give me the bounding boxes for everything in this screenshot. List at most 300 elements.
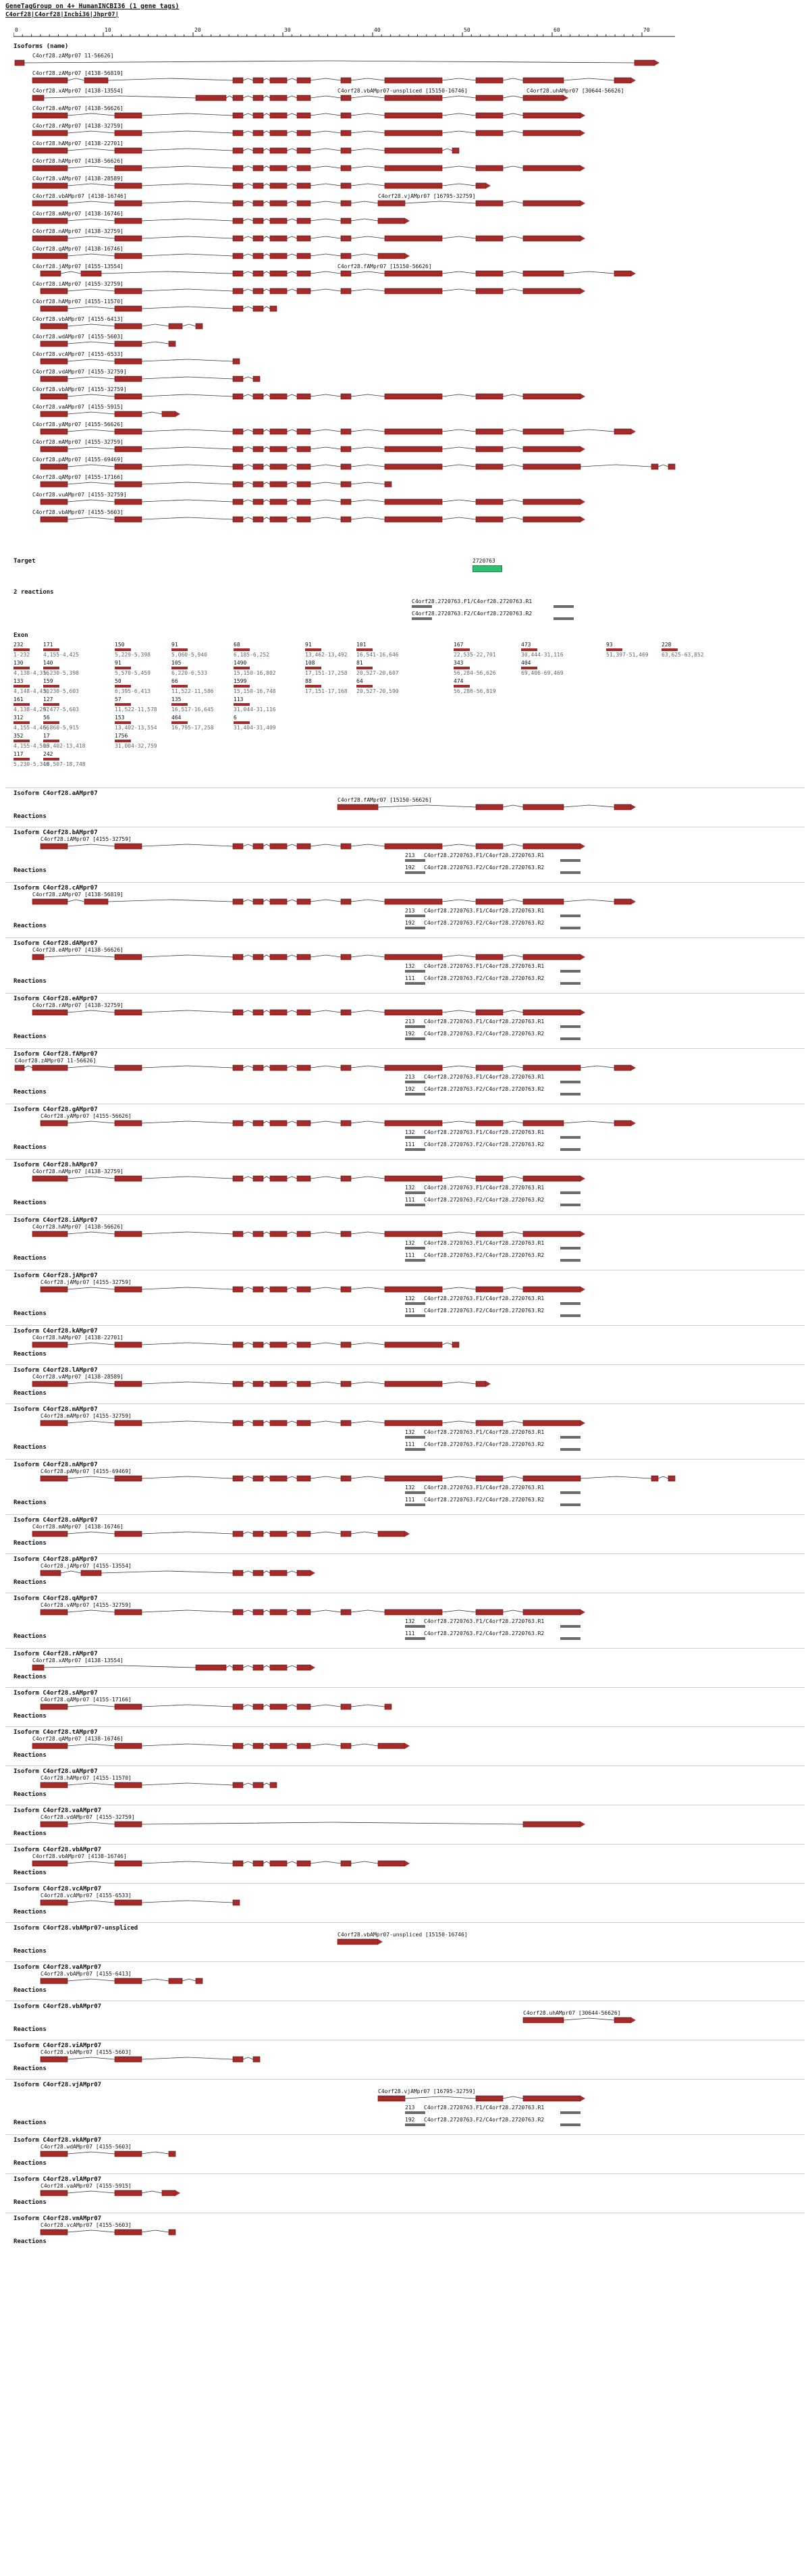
exon-block[interactable] (115, 1782, 142, 1788)
exon-block[interactable] (253, 954, 263, 960)
exon-block[interactable] (297, 253, 310, 259)
isoform-section-title[interactable]: Isoform C4orf28.vcAMpr07 (14, 1886, 102, 1892)
isoform-label[interactable]: C4orf28.zAMpr07 [4138-56819] (32, 70, 124, 76)
reaction-primer[interactable]: C4orf28.2720763.F2/C4orf28.2720763.R2 (424, 1031, 545, 1037)
exon-block[interactable] (253, 1231, 263, 1237)
isoform-label[interactable]: C4orf28.hAMpr07 [4138-56626] (32, 158, 124, 164)
reaction-primer[interactable]: C4orf28.2720763.F1/C4orf28.2720763.R1 (424, 1429, 545, 1435)
exon-block[interactable] (115, 2230, 142, 2235)
exon-block[interactable] (385, 95, 442, 101)
exon-block[interactable] (169, 1978, 182, 1984)
exon-block[interactable] (233, 359, 240, 364)
exon-block[interactable] (253, 306, 263, 311)
isoform-track[interactable] (0, 2016, 810, 2024)
exon-block[interactable] (523, 1476, 580, 1481)
exon-block[interactable] (270, 1476, 287, 1481)
exon-block[interactable] (32, 148, 68, 153)
exon-block[interactable] (270, 201, 287, 206)
exon-block[interactable] (668, 464, 675, 469)
exon-block[interactable] (253, 464, 263, 469)
exon-block[interactable] (385, 1120, 442, 1126)
exon-block[interactable] (253, 1476, 263, 1481)
exon-block[interactable] (270, 130, 287, 136)
exon-block[interactable] (270, 1609, 287, 1615)
reaction-primer[interactable]: C4orf28.2720763.F2/C4orf28.2720763.R2 (424, 1252, 545, 1258)
isoform-label[interactable]: C4orf28.vAMpr07 [4138-28589] (32, 1374, 124, 1380)
exon-block[interactable] (233, 1704, 243, 1709)
exon-block[interactable] (253, 1381, 263, 1387)
isoform-section-title[interactable]: Isoform C4orf28.mAMpr07 (14, 1406, 98, 1413)
exon-block[interactable] (378, 1743, 405, 1749)
exon-block[interactable] (378, 1861, 405, 1866)
isoform-section-title[interactable]: Isoform C4orf28.tAMpr07 (14, 1729, 98, 1736)
exon-block[interactable] (253, 1782, 263, 1788)
isoform-label[interactable]: C4orf28.vcAMpr07 [4155-6533] (32, 351, 124, 357)
isoform-label[interactable]: C4orf28.xAMpr07 [4138-13554] (32, 88, 124, 94)
exon-block[interactable] (115, 236, 142, 241)
isoform-track[interactable] (0, 252, 810, 260)
exon-block[interactable] (297, 1231, 310, 1237)
isoform-track[interactable] (0, 1474, 810, 1483)
reaction-primer[interactable]: C4orf28.2720763.F2/C4orf28.2720763.R2 (424, 1630, 545, 1637)
exon-block[interactable] (523, 499, 580, 505)
isoform-section-title[interactable]: Isoform C4orf28.nAMpr07 (14, 1462, 98, 1468)
isoform-section-title[interactable]: Isoform C4orf28.dAMpr07 (14, 940, 98, 947)
exon-block[interactable] (253, 130, 263, 136)
exon-block[interactable] (476, 271, 503, 276)
exon-block[interactable] (233, 1065, 243, 1071)
exon-block[interactable] (32, 1231, 68, 1237)
exon-block[interactable] (233, 253, 243, 259)
exon-block[interactable] (476, 499, 503, 505)
exon-block[interactable] (196, 1665, 226, 1670)
exon-block[interactable] (233, 183, 243, 188)
isoform-track[interactable] (0, 803, 810, 811)
isoform-label[interactable]: C4orf28.hAMpr07 [4155-11570] (40, 1775, 132, 1781)
exon-block[interactable] (476, 288, 503, 294)
exon-block[interactable] (523, 165, 580, 171)
exon-block[interactable] (378, 1531, 405, 1537)
exon-block[interactable] (476, 844, 503, 849)
exon-block[interactable] (233, 218, 243, 224)
exon-block[interactable] (476, 1381, 486, 1387)
exon-block[interactable] (270, 844, 287, 849)
exon-block[interactable] (233, 1381, 243, 1387)
exon-block[interactable] (169, 2230, 176, 2235)
isoform-track[interactable] (0, 322, 810, 330)
exon-block[interactable] (378, 2096, 405, 2101)
exon-block[interactable] (233, 288, 243, 294)
exon-block[interactable] (297, 1287, 310, 1292)
exon-block[interactable] (297, 394, 310, 399)
exon-block[interactable] (32, 95, 44, 101)
exon-block[interactable] (297, 446, 310, 452)
reaction-primer[interactable]: C4orf28.2720763.F2/C4orf28.2720763.R2 (424, 1141, 545, 1148)
exon-block[interactable] (614, 1065, 631, 1071)
isoform-track[interactable] (0, 1820, 810, 1828)
exon-block[interactable] (40, 376, 68, 382)
exon-block[interactable] (297, 499, 310, 505)
isoform-track[interactable] (0, 1664, 810, 1672)
exon-block[interactable] (253, 148, 263, 153)
exon-block[interactable] (115, 183, 142, 188)
reaction-primer[interactable]: C4orf28.2720763.F1/C4orf28.2720763.R1 (424, 1129, 545, 1135)
exon-block[interactable] (253, 1065, 263, 1071)
isoform-label[interactable]: C4orf28.mAMpr07 [4155-32759] (32, 439, 124, 445)
exon-block[interactable] (270, 288, 287, 294)
exon-block[interactable] (270, 253, 287, 259)
isoform-section-title[interactable]: Isoform C4orf28.vlAMpr07 (14, 2176, 102, 2183)
exon-block[interactable] (115, 324, 142, 329)
exon-block[interactable] (115, 464, 142, 469)
isoform-track[interactable] (0, 1899, 810, 1907)
isoform-track[interactable] (0, 1530, 810, 1538)
exon-block[interactable] (385, 183, 442, 188)
exon-block[interactable] (270, 1010, 287, 1015)
exon-block[interactable] (32, 218, 68, 224)
exon-block[interactable] (115, 517, 142, 522)
exon-block[interactable] (233, 165, 243, 171)
exon-block[interactable] (341, 1476, 351, 1481)
exon-block[interactable] (115, 1287, 142, 1292)
exon-block[interactable] (270, 1743, 287, 1749)
exon-block[interactable] (40, 288, 68, 294)
exon-block[interactable] (115, 253, 142, 259)
exon-block[interactable] (341, 394, 351, 399)
exon-block[interactable] (297, 482, 310, 487)
isoform-track[interactable] (0, 1977, 810, 1985)
exon-block[interactable] (115, 1342, 142, 1347)
exon-block[interactable] (270, 1381, 287, 1387)
exon-block[interactable] (115, 499, 142, 505)
exon-block[interactable] (385, 464, 442, 469)
exon-block[interactable] (40, 324, 68, 329)
exon-block[interactable] (341, 183, 351, 188)
isoform-track[interactable] (0, 2055, 810, 2063)
isoform-label[interactable]: C4orf28.qAMpr07 [4155-17166] (40, 1697, 132, 1703)
exon-block[interactable] (32, 1665, 44, 1670)
isoform-label[interactable]: C4orf28.jAMpr07 [4155-13554] (40, 1563, 132, 1569)
isoform-track[interactable] (0, 2150, 810, 2158)
exon-block[interactable] (115, 1065, 142, 1071)
isoform-label[interactable]: C4orf28.mAMpr07 [4138-16746] (32, 1524, 124, 1530)
exon-block[interactable] (115, 1822, 142, 1827)
exon-block[interactable] (385, 1476, 442, 1481)
exon-block[interactable] (32, 899, 68, 904)
exon-block[interactable] (253, 183, 263, 188)
exon-block[interactable] (476, 446, 503, 452)
exon-block[interactable] (115, 359, 142, 364)
primer-pair-1[interactable]: C4orf28.2720763.F1/C4orf28.2720763.R1 (412, 598, 533, 604)
exon-block[interactable] (115, 1743, 142, 1749)
isoform-track[interactable] (0, 1569, 810, 1577)
exon-block[interactable] (115, 1120, 142, 1126)
exon-block[interactable] (40, 844, 68, 849)
isoform-section-title[interactable]: Isoform C4orf28.viAMpr07 (14, 2042, 102, 2049)
exon-block[interactable] (115, 1231, 142, 1237)
exon-block[interactable] (253, 165, 263, 171)
exon-block[interactable] (270, 1704, 287, 1709)
exon-block[interactable] (523, 2017, 564, 2023)
exon-block[interactable] (614, 271, 631, 276)
exon-block[interactable] (297, 148, 310, 153)
exon-block[interactable] (297, 464, 310, 469)
reaction-primer[interactable]: C4orf28.2720763.F2/C4orf28.2720763.R2 (424, 920, 545, 926)
exon-block[interactable] (32, 165, 68, 171)
isoform-label[interactable]: C4orf28.vaAMpr07 [4155-5915] (32, 404, 124, 410)
isoform-section-title[interactable]: Isoform C4orf28.kAMpr07 (14, 1328, 98, 1335)
exon-block[interactable] (341, 1120, 351, 1126)
exon-block[interactable] (15, 1065, 24, 1071)
isoform-label[interactable]: C4orf28.vbAMpr07 [4138-16746] (32, 1853, 127, 1859)
exon-block[interactable] (476, 394, 503, 399)
exon-block[interactable] (341, 1065, 351, 1071)
isoform-label[interactable]: C4orf28.yAMpr07 [4155-56626] (40, 1113, 132, 1119)
exon-block[interactable] (476, 78, 503, 83)
isoform-track[interactable] (0, 1230, 810, 1238)
isoform-track[interactable] (0, 76, 810, 84)
exon-block[interactable] (378, 218, 405, 224)
exon-block[interactable] (233, 1782, 243, 1788)
isoform-track[interactable] (0, 269, 810, 278)
exon-block[interactable] (233, 271, 243, 276)
isoform-track[interactable] (0, 1703, 810, 1711)
isoform-label[interactable]: C4orf28.wdAMpr07 [4155-5603] (40, 2144, 132, 2150)
exon-block[interactable] (297, 130, 310, 136)
isoform-label[interactable]: C4orf28.vcAMpr07 [4155-6533] (40, 1892, 132, 1899)
isoform-label[interactable]: C4orf28.vbAMpr07 [4155-5603] (32, 509, 124, 515)
exon-block[interactable] (233, 499, 243, 505)
isoform-track[interactable] (0, 1064, 810, 1072)
isoform-track[interactable] (0, 2228, 810, 2236)
exon-block[interactable] (385, 1176, 442, 1181)
exon-block[interactable] (253, 253, 263, 259)
exon-block[interactable] (270, 394, 287, 399)
exon-block[interactable] (341, 899, 351, 904)
isoform-track[interactable] (0, 182, 810, 190)
exon-block[interactable] (523, 130, 580, 136)
exon-block[interactable] (523, 1420, 580, 1426)
exon-block[interactable] (523, 236, 580, 241)
exon-block[interactable] (253, 1420, 263, 1426)
exon-block[interactable] (270, 1861, 287, 1866)
exon-block[interactable] (297, 1704, 310, 1709)
isoform-label[interactable]: C4orf28.rAMpr07 [4138-32759] (32, 123, 124, 129)
exon-block[interactable] (341, 1531, 351, 1537)
isoform-label[interactable]: C4orf28.vcAMpr07 [4155-5603] (40, 2222, 132, 2228)
exon-block[interactable] (385, 148, 442, 153)
exon-block[interactable] (32, 253, 68, 259)
isoform-label[interactable]: C4orf28.xAMpr07 [4138-13554] (32, 1657, 124, 1664)
isoform-section-title[interactable]: Isoform C4orf28.aAMpr07 (14, 790, 98, 797)
isoform-label[interactable]: C4orf28.nAMpr07 [4138-32759] (32, 1168, 124, 1175)
exon-block[interactable] (452, 148, 459, 153)
exon-block[interactable] (297, 1120, 310, 1126)
exon-block[interactable] (341, 148, 351, 153)
exon-block[interactable] (297, 288, 310, 294)
exon-block[interactable] (341, 1287, 351, 1292)
exon-block[interactable] (196, 95, 226, 101)
exon-block[interactable] (297, 1010, 310, 1015)
exon-block[interactable] (253, 1342, 263, 1347)
exon-block[interactable] (341, 78, 351, 83)
exon-block[interactable] (115, 148, 142, 153)
exon-block[interactable] (341, 1176, 351, 1181)
exon-block[interactable] (40, 2151, 68, 2157)
exon-block[interactable] (297, 429, 310, 434)
exon-block[interactable] (297, 844, 310, 849)
exon-block[interactable] (341, 954, 351, 960)
exon-block[interactable] (476, 804, 503, 810)
exon-block[interactable] (297, 954, 310, 960)
exon-block[interactable] (297, 1476, 310, 1481)
exon-block[interactable] (385, 517, 442, 522)
exon-block[interactable] (476, 236, 503, 241)
isoform-section-title[interactable]: Isoform C4orf28.sAMpr07 (14, 1690, 98, 1697)
exon-block[interactable] (253, 1861, 263, 1866)
page-subtitle[interactable]: C4orf28|C4orf28|Incbi36|​Jhpr07| (5, 11, 119, 18)
isoform-track[interactable] (0, 953, 810, 961)
isoform-label[interactable]: C4orf28.jAMpr07 [4155-32759] (40, 1279, 132, 1285)
exon-block[interactable] (253, 288, 263, 294)
exon-block[interactable] (297, 113, 310, 118)
exon-block[interactable] (253, 1287, 263, 1292)
exon-block[interactable] (115, 1531, 142, 1537)
exon-block[interactable] (297, 1743, 310, 1749)
exon-block[interactable] (253, 95, 263, 101)
exon-block[interactable] (523, 517, 580, 522)
exon-block[interactable] (253, 1570, 263, 1576)
exon-block[interactable] (385, 78, 442, 83)
exon-block[interactable] (341, 165, 351, 171)
exon-block[interactable] (253, 899, 263, 904)
exon-block[interactable] (341, 236, 351, 241)
isoform-track[interactable] (0, 392, 810, 401)
exon-block[interactable] (233, 1900, 240, 1905)
exon-block[interactable] (32, 78, 68, 83)
isoform-track[interactable] (0, 305, 810, 313)
exon-block[interactable] (84, 899, 108, 904)
exon-block[interactable] (270, 1342, 287, 1347)
exon-block[interactable] (341, 130, 351, 136)
isoform-label[interactable]: C4orf28.uhAMpr07 [30644-56626] (526, 88, 624, 94)
isoform-label[interactable]: C4orf28.iAMpr07 [4155-32759] (32, 281, 124, 287)
isoform-track[interactable] (0, 287, 810, 295)
exon-block[interactable] (233, 1531, 243, 1537)
primer-pair-2[interactable]: C4orf28.2720763.F2/C4orf28.2720763.R2 (412, 611, 533, 617)
reaction-primer[interactable]: C4orf28.2720763.F2/C4orf28.2720763.R2 (424, 2117, 545, 2123)
exon-block[interactable] (297, 1570, 310, 1576)
isoform-label[interactable]: C4orf28.vbAMpr07-unspliced [15150-16746] (338, 1932, 468, 1938)
exon-block[interactable] (233, 95, 243, 101)
exon-block[interactable] (270, 1420, 287, 1426)
exon-block[interactable] (233, 899, 243, 904)
exon-block[interactable] (270, 1782, 277, 1788)
isoform-label[interactable]: C4orf28.zAMpr07 [4138-56819] (32, 892, 124, 898)
exon-block[interactable] (614, 429, 631, 434)
exon-block[interactable] (233, 78, 243, 83)
isoform-track[interactable] (0, 898, 810, 906)
exon-block[interactable] (297, 271, 310, 276)
exon-block[interactable] (32, 1342, 68, 1347)
exon-block[interactable] (476, 1010, 503, 1015)
exon-block[interactable] (115, 376, 142, 382)
isoform-section-title[interactable]: Isoform C4orf28.gAMpr07 (14, 1106, 98, 1113)
exon-block[interactable] (270, 1287, 287, 1292)
exon-block[interactable] (233, 148, 243, 153)
isoform-track[interactable] (0, 1781, 810, 1789)
exon-block[interactable] (233, 113, 243, 118)
exon-block[interactable] (115, 482, 142, 487)
exon-block[interactable] (115, 113, 142, 118)
isoform-label[interactable]: C4orf28.fAMpr07 [15150-56626] (338, 797, 432, 803)
isoform-section-title[interactable]: Isoform C4orf28.uAMpr07 (14, 1768, 98, 1775)
isoform-track[interactable] (0, 94, 810, 102)
exon-block[interactable] (115, 954, 142, 960)
exon-block[interactable] (297, 95, 310, 101)
exon-block[interactable] (341, 271, 351, 276)
exon-block[interactable] (297, 517, 310, 522)
exon-block[interactable] (233, 236, 243, 241)
isoform-label[interactable]: C4orf28.hAMpr07 [4138-22701] (32, 1335, 124, 1341)
exon-block[interactable] (341, 1342, 351, 1347)
exon-block[interactable] (40, 1609, 68, 1615)
exon-block[interactable] (476, 201, 503, 206)
isoform-label[interactable]: C4orf28.mAMpr07 [4138-16746] (32, 211, 124, 217)
exon-block[interactable] (169, 324, 182, 329)
exon-block[interactable] (253, 429, 263, 434)
exon-block[interactable] (40, 2190, 68, 2196)
exon-block[interactable] (40, 2230, 68, 2235)
exon-block[interactable] (40, 411, 68, 417)
exon-block[interactable] (270, 899, 287, 904)
exon-block[interactable] (40, 394, 68, 399)
isoform-section-title[interactable]: Isoform C4orf28.vbAMpr07 (14, 2003, 102, 2010)
exon-block[interactable] (523, 271, 564, 276)
exon-block[interactable] (196, 324, 202, 329)
exon-block[interactable] (233, 517, 243, 522)
isoform-label[interactable]: C4orf28.pAMpr07 [4155-69469] (40, 1468, 132, 1474)
exon-block[interactable] (385, 394, 442, 399)
isoform-label[interactable]: C4orf28.qAMpr07 [4155-17166] (32, 474, 124, 480)
exon-block[interactable] (253, 394, 263, 399)
exon-block[interactable] (115, 1476, 142, 1481)
exon-block[interactable] (115, 1420, 142, 1426)
exon-block[interactable] (32, 1381, 68, 1387)
exon-block[interactable] (476, 2096, 503, 2101)
exon-block[interactable] (341, 201, 351, 206)
exon-block[interactable] (270, 1531, 287, 1537)
isoform-section-title[interactable]: Isoform C4orf28.vkAMpr07 (14, 2137, 102, 2144)
isoform-section-title[interactable]: Isoform C4orf28.pAMpr07 (14, 1556, 98, 1563)
exon-block[interactable] (115, 2057, 142, 2062)
reaction-primer[interactable]: C4orf28.2720763.F1/C4orf28.2720763.R1 (424, 2105, 545, 2111)
isoform-section-title[interactable]: Isoform C4orf28.vmAMpr07 (14, 2215, 102, 2222)
isoform-track[interactable] (0, 234, 810, 242)
isoform-track[interactable] (0, 2189, 810, 2197)
isoform-track[interactable] (0, 445, 810, 453)
isoform-track[interactable] (0, 199, 810, 207)
exon-block[interactable] (40, 1704, 68, 1709)
exon-block[interactable] (40, 2057, 68, 2062)
exon-block[interactable] (385, 236, 442, 241)
exon-block[interactable] (40, 499, 68, 505)
exon-block[interactable] (270, 1120, 287, 1126)
exon-block[interactable] (253, 1704, 263, 1709)
exon-block[interactable] (523, 288, 580, 294)
isoform-label[interactable]: C4orf28.vbAMpr07 [4155-32759] (32, 386, 127, 392)
exon-block[interactable] (270, 306, 277, 311)
